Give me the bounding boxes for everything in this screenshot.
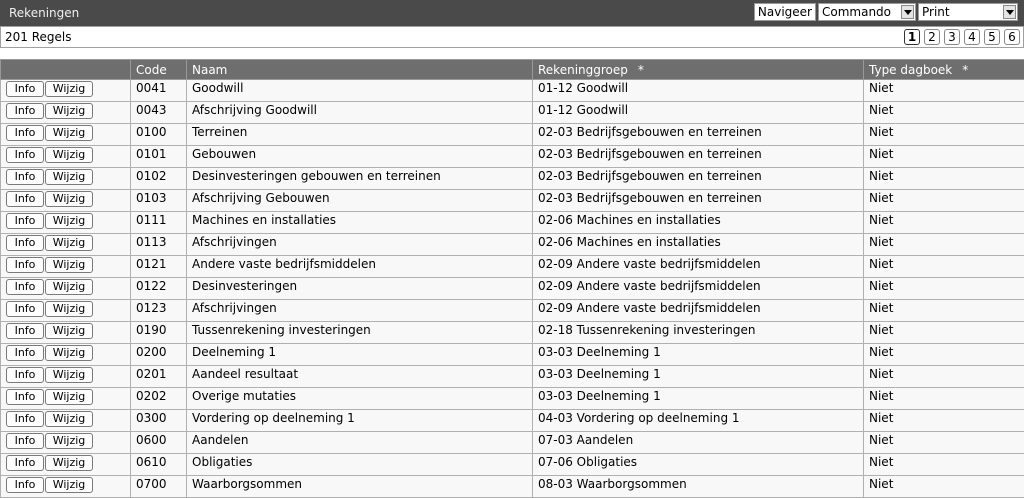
cell-group: 02-03 Bedrijfsgebouwen en terreinen (533, 146, 864, 168)
table-row (1, 476, 1024, 498)
cell-type: Niet (864, 366, 1024, 388)
row-actions (1, 322, 131, 344)
cell-name: Vordering op deelneming 1 (187, 410, 533, 432)
cell-group: 04-03 Vordering op deelneming 1 (533, 410, 864, 432)
table-row (1, 168, 1024, 190)
cell-type: Niet (864, 322, 1024, 344)
table-row (1, 146, 1024, 168)
table-row (1, 432, 1024, 454)
cell-name: Gebouwen (187, 146, 533, 168)
title-bar (0, 0, 1024, 26)
edit-button[interactable]: Wijzig (45, 147, 93, 163)
info-button[interactable]: Info (6, 235, 44, 251)
edit-button[interactable]: Wijzig (45, 125, 93, 141)
cell-name: Machines en installaties (187, 212, 533, 234)
cell-code: 0300 (131, 410, 187, 432)
info-button[interactable]: Info (6, 301, 44, 317)
cell-group: 02-03 Bedrijfsgebouwen en terreinen (533, 124, 864, 146)
cell-type: Niet (864, 278, 1024, 300)
edit-button[interactable]: Wijzig (45, 103, 93, 119)
cell-type: Niet (864, 146, 1024, 168)
cell-group: 08-03 Waarborgsommen (533, 476, 864, 498)
cell-type: Niet (864, 102, 1024, 124)
row-actions (1, 168, 131, 190)
cell-name: Desinvesteringen gebouwen en terreinen (187, 168, 533, 190)
page-link[interactable]: 2 (924, 29, 940, 45)
cell-type: Niet (864, 344, 1024, 366)
cell-type: Niet (864, 212, 1024, 234)
cell-code: 0113 (131, 234, 187, 256)
row-actions (1, 80, 131, 102)
navigate-button[interactable]: Navigeer (754, 3, 816, 21)
cell-code: 0190 (131, 322, 187, 344)
info-button[interactable]: Info (6, 191, 44, 207)
edit-button[interactable]: Wijzig (45, 213, 93, 229)
cell-code: 0043 (131, 102, 187, 124)
row-actions (1, 476, 131, 498)
table-row (1, 300, 1024, 322)
cell-code: 0102 (131, 168, 187, 190)
cell-group: 02-06 Machines en installaties (533, 234, 864, 256)
command-select-value: Commando (822, 5, 891, 19)
info-button[interactable]: Info (6, 147, 44, 163)
cell-group: 02-06 Machines en installaties (533, 212, 864, 234)
table-row (1, 256, 1024, 278)
edit-button[interactable]: Wijzig (45, 81, 93, 97)
info-button[interactable]: Info (6, 455, 44, 471)
table-row (1, 278, 1024, 300)
info-button[interactable]: Info (6, 433, 44, 449)
column-header-name[interactable]: Naam (187, 60, 533, 80)
row-actions (1, 146, 131, 168)
edit-button[interactable]: Wijzig (45, 477, 93, 493)
cell-code: 0202 (131, 388, 187, 410)
row-actions (1, 256, 131, 278)
edit-button[interactable]: Wijzig (45, 367, 93, 383)
edit-button[interactable]: Wijzig (45, 301, 93, 317)
toolbar (754, 3, 1018, 21)
page-link[interactable]: 1 (904, 29, 920, 45)
table-row (1, 410, 1024, 432)
cell-group: 02-03 Bedrijfsgebouwen en terreinen (533, 168, 864, 190)
chevron-down-icon[interactable] (1003, 5, 1016, 19)
info-button[interactable]: Info (6, 125, 44, 141)
column-header-group-label: Rekeninggroep (538, 63, 628, 77)
cell-name: Goodwill (187, 80, 533, 102)
cell-code: 0121 (131, 256, 187, 278)
column-header-type[interactable] (864, 60, 1024, 80)
cell-group: 02-09 Andere vaste bedrijfsmiddelen (533, 300, 864, 322)
row-actions (1, 212, 131, 234)
cell-type: Niet (864, 432, 1024, 454)
row-actions (1, 190, 131, 212)
cell-name: Aandeel resultaat (187, 366, 533, 388)
cell-group: 02-18 Tussenrekening investeringen (533, 322, 864, 344)
cell-name: Waarborgsommen (187, 476, 533, 498)
cell-name: Terreinen (187, 124, 533, 146)
edit-button[interactable]: Wijzig (45, 235, 93, 251)
info-button[interactable]: Info (6, 279, 44, 295)
row-actions (1, 366, 131, 388)
table-row (1, 322, 1024, 344)
row-count: 201 Regels (5, 30, 72, 44)
edit-button[interactable]: Wijzig (45, 257, 93, 273)
cell-name: Deelneming 1 (187, 344, 533, 366)
row-actions (1, 234, 131, 256)
info-button[interactable]: Info (6, 411, 44, 427)
cell-type: Niet (864, 454, 1024, 476)
info-button[interactable]: Info (6, 81, 44, 97)
info-button[interactable]: Info (6, 477, 44, 493)
column-header-actions (1, 60, 131, 80)
cell-code: 0610 (131, 454, 187, 476)
pagination (904, 29, 1020, 45)
print-select-value: Print (922, 5, 950, 19)
cell-type: Niet (864, 256, 1024, 278)
info-button[interactable]: Info (6, 213, 44, 229)
table-row (1, 454, 1024, 476)
page-link[interactable]: 6 (1004, 29, 1020, 45)
info-button[interactable]: Info (6, 169, 44, 185)
cell-type: Niet (864, 388, 1024, 410)
cell-type: Niet (864, 234, 1024, 256)
edit-button[interactable]: Wijzig (45, 345, 93, 361)
cell-type: Niet (864, 168, 1024, 190)
cell-name: Afschrijving Goodwill (187, 102, 533, 124)
column-header-type-label: Type dagboek (869, 63, 952, 77)
cell-group: 01-12 Goodwill (533, 102, 864, 124)
edit-button[interactable]: Wijzig (45, 191, 93, 207)
cell-group: 01-12 Goodwill (533, 80, 864, 102)
cell-type: Niet (864, 476, 1024, 498)
row-actions (1, 300, 131, 322)
edit-button[interactable]: Wijzig (45, 433, 93, 449)
table-header-row (1, 60, 1024, 80)
cell-type: Niet (864, 124, 1024, 146)
cell-code: 0111 (131, 212, 187, 234)
info-button[interactable]: Info (6, 257, 44, 273)
info-button[interactable]: Info (6, 323, 44, 339)
cell-group: 07-06 Obligaties (533, 454, 864, 476)
cell-name: Desinvesteringen (187, 278, 533, 300)
cell-code: 0700 (131, 476, 187, 498)
cell-code: 0201 (131, 366, 187, 388)
cell-name: Obligaties (187, 454, 533, 476)
row-actions (1, 278, 131, 300)
table-row (1, 212, 1024, 234)
row-actions (1, 124, 131, 146)
row-actions (1, 344, 131, 366)
cell-group: 03-03 Deelneming 1 (533, 366, 864, 388)
cell-name: Afschrijving Gebouwen (187, 190, 533, 212)
page-link[interactable]: 4 (964, 29, 980, 45)
cell-type: Niet (864, 190, 1024, 212)
row-actions (1, 388, 131, 410)
cell-group: 07-03 Aandelen (533, 432, 864, 454)
table-row (1, 388, 1024, 410)
info-button[interactable]: Info (6, 367, 44, 383)
cell-code: 0122 (131, 278, 187, 300)
table-row (1, 190, 1024, 212)
cell-group: 03-03 Deelneming 1 (533, 344, 864, 366)
edit-button[interactable]: Wijzig (45, 411, 93, 427)
info-button[interactable]: Info (6, 345, 44, 361)
page-title: Rekeningen (9, 6, 79, 20)
edit-button[interactable]: Wijzig (45, 455, 93, 471)
table-row (1, 80, 1024, 102)
edit-button[interactable]: Wijzig (45, 169, 93, 185)
cell-group: 02-09 Andere vaste bedrijfsmiddelen (533, 278, 864, 300)
cell-code: 0123 (131, 300, 187, 322)
table-row (1, 366, 1024, 388)
cell-name: Tussenrekening investeringen (187, 322, 533, 344)
chevron-down-icon[interactable] (901, 5, 914, 19)
cell-code: 0041 (131, 80, 187, 102)
cell-code: 0200 (131, 344, 187, 366)
print-select[interactable] (918, 3, 1018, 21)
column-header-code[interactable]: Code (131, 60, 187, 80)
row-actions (1, 432, 131, 454)
page-link[interactable]: 5 (984, 29, 1000, 45)
cell-code: 0600 (131, 432, 187, 454)
cell-code: 0103 (131, 190, 187, 212)
table-row (1, 102, 1024, 124)
command-select[interactable] (818, 3, 916, 21)
required-marker: * (962, 63, 968, 77)
required-marker: * (638, 63, 644, 77)
cell-group: 02-09 Andere vaste bedrijfsmiddelen (533, 256, 864, 278)
info-button[interactable]: Info (6, 103, 44, 119)
column-header-group[interactable] (533, 60, 864, 80)
summary-bar (0, 26, 1024, 48)
row-actions (1, 454, 131, 476)
cell-code: 0101 (131, 146, 187, 168)
cell-type: Niet (864, 300, 1024, 322)
info-button[interactable]: Info (6, 389, 44, 405)
table-row (1, 124, 1024, 146)
table-row (1, 344, 1024, 366)
row-actions (1, 102, 131, 124)
edit-button[interactable]: Wijzig (45, 389, 93, 405)
table-row (1, 234, 1024, 256)
row-actions (1, 410, 131, 432)
edit-button[interactable]: Wijzig (45, 323, 93, 339)
page-link[interactable]: 3 (944, 29, 960, 45)
cell-type: Niet (864, 410, 1024, 432)
cell-type: Niet (864, 80, 1024, 102)
cell-name: Andere vaste bedrijfsmiddelen (187, 256, 533, 278)
cell-name: Afschrijvingen (187, 300, 533, 322)
cell-group: 02-03 Bedrijfsgebouwen en terreinen (533, 190, 864, 212)
cell-name: Aandelen (187, 432, 533, 454)
cell-name: Afschrijvingen (187, 234, 533, 256)
accounts-table (0, 59, 1024, 498)
cell-group: 03-03 Deelneming 1 (533, 388, 864, 410)
cell-code: 0100 (131, 124, 187, 146)
edit-button[interactable]: Wijzig (45, 279, 93, 295)
cell-name: Overige mutaties (187, 388, 533, 410)
